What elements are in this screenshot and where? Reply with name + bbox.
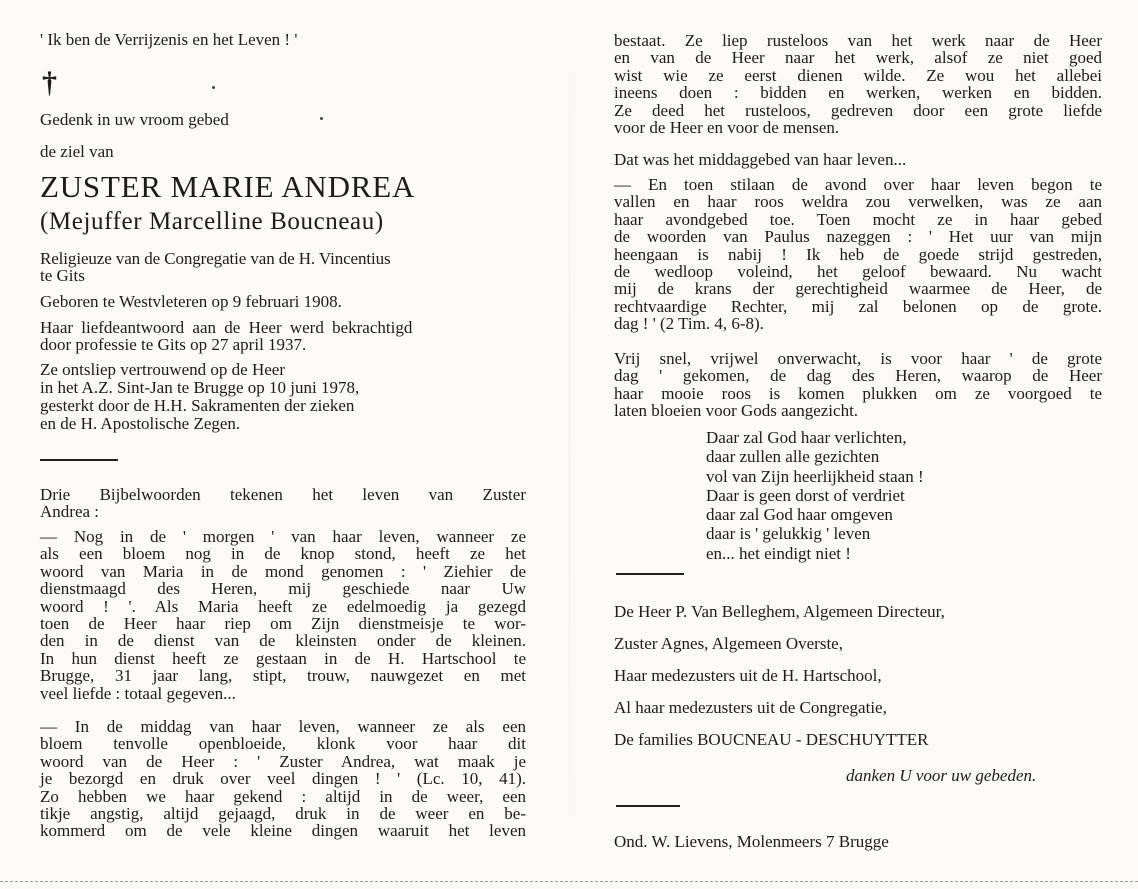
intro-line: Drie Bijbelwoorden tekenen het leven van Zuster [40,485,526,504]
evening-line: de woorden van Paulus nazeggen : ' Het uur van mijn [614,227,1102,247]
noon-line: je bezorgd en druk over veel dingen ! ' (Lc. 10, 41). [40,769,526,789]
thanks-line: Al haar medezusters uit de Congregatie, [614,698,887,717]
evening-paragraph [614,176,1102,333]
thanks-line: De families BOUCNEAU - DESCHUYTTER [614,730,929,749]
evening-line: de wedloop voleind, het geloof bewaard. Nu wacht [614,262,1102,282]
thank-you-line: danken U voor uw gebeden. [846,766,1037,785]
poem-line: vol van Zijn heerlijkheid staan ! [706,466,924,486]
morning-line: als een bloem nog in de knop stond, heeft ze het [40,544,526,564]
noon-line: tikje angstig, altijd gejaagd, druk in de weer en be- [40,804,526,824]
poem-line: daar zullen alle gezichten [706,447,880,467]
noon-line: woord van de Heer : ' Zuster Andrea, wat maak je [40,751,526,771]
noon-line: kommerd om de vele kleine dingen waaruit het leven [40,821,526,841]
death-line-3: gesterkt door de H.H. Sakramenten der zieken [40,396,355,415]
separator-rule [616,805,680,807]
separator-rule [40,459,118,461]
civil-name: (Mejuffer Marcelline Boucneau) [40,208,384,235]
poem-line: en... het eindigt niet ! [706,543,851,563]
thanks-line: Haar medezusters uit de H. Hartschool, [614,666,882,685]
evening-line: vallen en haar roos weldra zou verwelken, was ze aan [614,192,1102,212]
profession-line-1: Haar liefdeantwoord aan de Heer werd bekrachtigd [40,318,413,337]
midday-prayer-line: Dat was het middaggebed van haar leven... [614,150,907,169]
noon-line: — In de middag van haar leven, wanneer ze als een [40,717,526,736]
evening-line: rechtvaardige Rechter, mij zal belonen op de grote. [614,296,1102,316]
card-fold-line [569,20,570,870]
evening-line: heengaan is nabij ! Ik heb de goede strijd gestreden, [614,244,1102,264]
congregation-line-2: te Gits [40,266,85,285]
separator-rule [616,573,684,575]
poem [706,428,924,563]
ink-speck [320,117,323,120]
cross-icon: † [42,66,57,99]
great-day-line: laten bloeien voor Gods aangezicht. [614,401,859,421]
noon-cont-line: wist wie ze eerst dienen wilde. Ze wou het allebei [614,65,1102,85]
evening-line: dag ! ' (2 Tim. 4, 6-8). [614,314,764,334]
poem-line: daar is ' gelukkig ' leven [706,524,871,544]
death-line-2: in het A.Z. Sint-Jan te Brugge op 10 juni 1978, [40,378,360,397]
noon-cont-line: ineens doen : bidden en werken, werken en bidden. [614,83,1102,103]
great-day-paragraph [614,350,1102,420]
morning-line: toen de Heer haar riep om Zijn dienstmeisje te wor- [40,614,526,634]
noon-cont-line: bestaat. Ze liep rusteloos van het werk naar de Heer [614,31,1102,50]
card-bottom-edge [0,881,1138,883]
morning-line: woord ! '. Als Maria heeft ze edelmoedig ja gezegd [40,596,526,616]
soul-of-line: de ziel van [40,142,114,161]
deceased-name: ZUSTER MARIE ANDREA [40,169,416,204]
thanks-line: De Heer P. Van Belleghem, Algemeen Directeur, [614,602,945,621]
motto: ' Ik ben de Verrijzenis en het Leven ! ' [40,30,298,49]
birth-line: Geboren te Westvleteren op 9 februari 1908. [40,292,342,311]
evening-line: mij de krans der gerechtigheid waarmee de Heer, de [614,279,1102,299]
ink-speck [212,86,215,89]
morning-line: Brugge, 31 jaar lang, stipt, trouw, nauwgezet en met [40,666,526,686]
great-day-line: haar mooie roos is komen plukken om ze voorgoed te [614,383,1102,403]
thanks-line: Zuster Agnes, Algemeen Overste, [614,634,843,653]
morning-line: — Nog in de ' morgen ' van haar leven, wanneer ze [40,527,526,546]
noon-cont-line: voor de Heer en voor de mensen. [614,118,840,138]
noon-line: bloem tenvolle openbloeide, klonk voor haar dit [40,734,526,754]
printer-line: Ond. W. Lievens, Molenmeers 7 Brugge [614,832,889,851]
intro-paragraph [40,486,526,521]
remember-line: Gedenk in uw vroom gebed [40,110,229,129]
morning-line: woord van Maria in de mond genomen : ' Ziehier de [40,561,526,581]
profession-line-2: door professie te Gits op 27 april 1937. [40,335,307,354]
poem-line: Daar zal God haar verlichten, [706,428,907,447]
morning-line: veel liefde : totaal gegeven... [40,683,236,703]
morning-paragraph [40,528,526,702]
noon-cont-line: en van de Heer naar het werk, alsof ze niet goed [614,48,1102,68]
morning-line: In hun dienst heeft ze gestaan in de H. Hartschool te [40,648,526,668]
noon-cont-line: Ze deed het rusteloos, gedreven door een grote liefde [614,100,1102,120]
congregation-line-1: Religieuze van de Congregatie van de H. Vincentius [40,249,391,268]
morning-line: den in de dienst van de kleinsten onder de kleinen. [40,631,526,651]
evening-line: — En toen stilaan de avond over haar leven begon te [614,175,1102,194]
intro-line: Andrea : [40,502,100,522]
death-line-1: Ze ontsliep vertrouwend op de Heer [40,360,285,379]
noon-paragraph [40,718,526,840]
poem-line: Daar is geen dorst of verdriet [706,485,905,505]
death-line-4: en de H. Apostolische Zegen. [40,414,241,433]
noon-line: Zo hebben we haar gekend : altijd in de weer, een [40,786,526,806]
great-day-line: Vrij snel, vrijwel onverwacht, is voor haar ' de grote [614,349,1102,368]
morning-line: dienstmaagd des Heren, mij geschiede naar Uw [40,579,526,599]
noon-continued-paragraph [614,32,1102,136]
poem-line: daar zal God haar omgeven [706,505,893,525]
great-day-line: dag ' gekomen, de dag des Heren, waarop de Heer [614,366,1102,386]
evening-line: haar avondgebed toe. Toen mocht ze in haar gebed [614,209,1102,229]
